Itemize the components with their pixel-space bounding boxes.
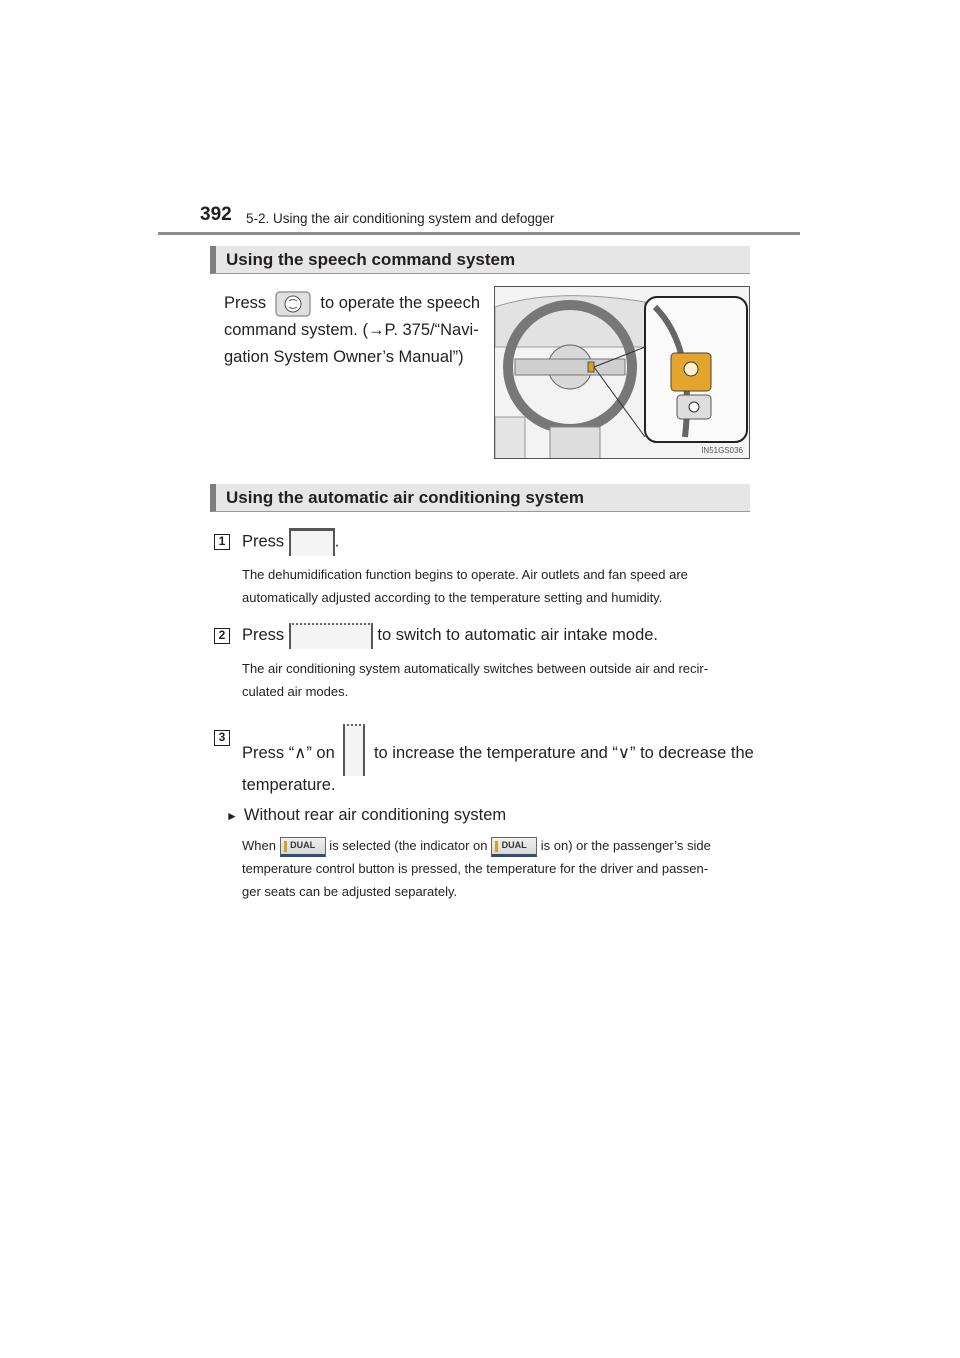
text-fragment: to operate the speech <box>320 294 480 312</box>
steering-wheel-illustration <box>494 286 750 459</box>
image-code: IN51GS036 <box>701 446 743 455</box>
talk-switch-icon <box>275 291 311 317</box>
dual-note <box>242 834 746 903</box>
section-heading-speech <box>210 246 750 274</box>
text-line: gation System Owner’s Manual”) <box>224 348 464 366</box>
step-2-note <box>242 657 746 703</box>
speech-paragraph <box>224 290 480 371</box>
section-title: Using the speech command system <box>226 250 516 269</box>
note-line: The dehumidification function begins to operate. Air outlets and fan speed are <box>242 567 688 582</box>
section-heading-automatic <box>210 484 750 512</box>
text-fragment: to increase the temperature and “∨” to decrease the <box>373 744 754 762</box>
dual-button-icon <box>491 837 537 857</box>
step-number-2: 2 <box>214 628 230 644</box>
section-title: Using the automatic air conditioning system <box>226 488 584 507</box>
text-line: command system. (→P. 375/“Navi- <box>224 321 479 339</box>
step-3-text <box>242 724 754 776</box>
text-fragment: When <box>242 838 276 853</box>
text-fragment: Press <box>242 626 285 644</box>
note-line: automatically adjusted according to the temperature setting and humidity. <box>242 590 663 605</box>
note-line: The air conditioning system automatically switches between outside air and recir- <box>242 661 709 676</box>
temperature-switch-icon <box>343 724 365 776</box>
step-number-3: 3 <box>214 730 230 746</box>
sub-heading <box>226 802 506 830</box>
step-2-text <box>242 622 658 649</box>
step-3-text-cont: temperature. <box>242 776 336 794</box>
triangle-bullet-icon: ► <box>226 809 238 823</box>
page-number: 392 <box>200 204 232 225</box>
dual-button-icon <box>280 837 326 857</box>
text-fragment: . <box>334 532 340 551</box>
text-fragment: Press <box>242 532 285 551</box>
dual-label: DUAL <box>501 839 527 850</box>
text-fragment: is selected (the indicator on <box>329 838 488 853</box>
note-line: culated air modes. <box>242 684 349 699</box>
dual-label: DUAL <box>290 839 316 850</box>
text-fragment: Press “∧” on <box>242 744 335 762</box>
note-line: ger seats can be adjusted separately. <box>242 884 458 899</box>
note-line: temperature control button is pressed, the temperature for the driver and passen- <box>242 861 709 876</box>
air-intake-button-icon <box>289 623 373 649</box>
step-number-1: 1 <box>214 534 230 550</box>
chapter-title: 5-2. Using the air conditioning system and defogger <box>246 211 555 226</box>
text-fragment: Press <box>224 294 267 312</box>
step-1-note <box>242 563 746 609</box>
step-1-text <box>242 528 339 556</box>
text-fragment: is on) or the passenger’s side <box>540 838 711 853</box>
auto-button-icon <box>289 528 335 556</box>
header-rule <box>158 232 800 235</box>
sub-heading-text: Without rear air conditioning system <box>243 806 507 824</box>
text-fragment: to switch to automatic air intake mode. <box>377 626 659 644</box>
